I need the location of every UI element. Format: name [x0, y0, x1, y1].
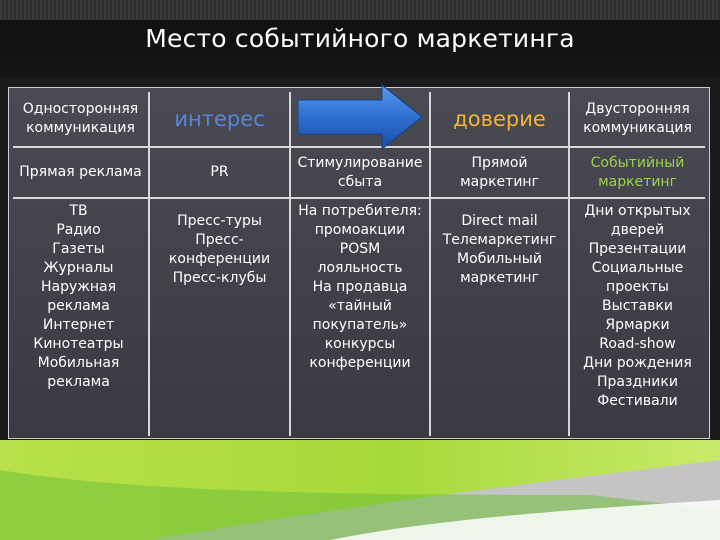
direct-marketing-label: Прямой маркетинг [460, 154, 539, 190]
header-interest [150, 92, 289, 146]
label-event-marketing [570, 148, 705, 197]
label-direct-ads [13, 148, 148, 197]
trust-label: доверие [453, 106, 546, 131]
label-sales-promo [291, 148, 429, 197]
pr-label: PR [210, 164, 229, 180]
items-event-marketing [570, 202, 705, 434]
pr-items: Пресс-туры Пресс- конференции Пресс-клубы [168, 213, 271, 286]
right-arrow-icon [298, 84, 424, 150]
sales-promo-label: Стимулирование сбыта [297, 154, 423, 190]
event-marketing-items: Дни открытых дверей Презентации Социальные проекты Выставки Ярмарки Road-show Дни рождения Праздники Фестивали [583, 203, 692, 409]
label-pr [150, 148, 289, 197]
bottom-decoration [0, 440, 720, 540]
row-divider [13, 197, 705, 199]
two-way-label: Двусторонняя коммуникация [583, 101, 692, 136]
direct-ads-items: ТВ Радио Газеты Журналы Наружная реклама Интернет Кинотеатры Мобильная реклама [33, 203, 124, 390]
sales-promo-items: На потребителя: промоакции POSM лояльность На продавца «тайный покупатель» конкурсы конференции [298, 203, 422, 371]
header-two-way [570, 92, 705, 146]
slide-title: Место событийного маркетинга [145, 24, 575, 53]
header-one-way [13, 92, 148, 146]
one-way-label: Односторонняя коммуникация [22, 101, 139, 136]
items-pr [150, 212, 289, 434]
direct-marketing-items: Direct mail Телемаркетинг Мобильный маркетинг [442, 213, 557, 286]
header-trust [431, 92, 568, 146]
items-direct-marketing [431, 212, 568, 434]
items-direct-ads [9, 202, 148, 434]
event-marketing-label: Событийный маркетинг [590, 154, 685, 190]
label-direct-marketing [431, 148, 568, 197]
interest-label: интерес [174, 106, 265, 131]
items-sales-promo [291, 202, 429, 434]
direct-ads-label: Прямая реклама [19, 164, 142, 180]
